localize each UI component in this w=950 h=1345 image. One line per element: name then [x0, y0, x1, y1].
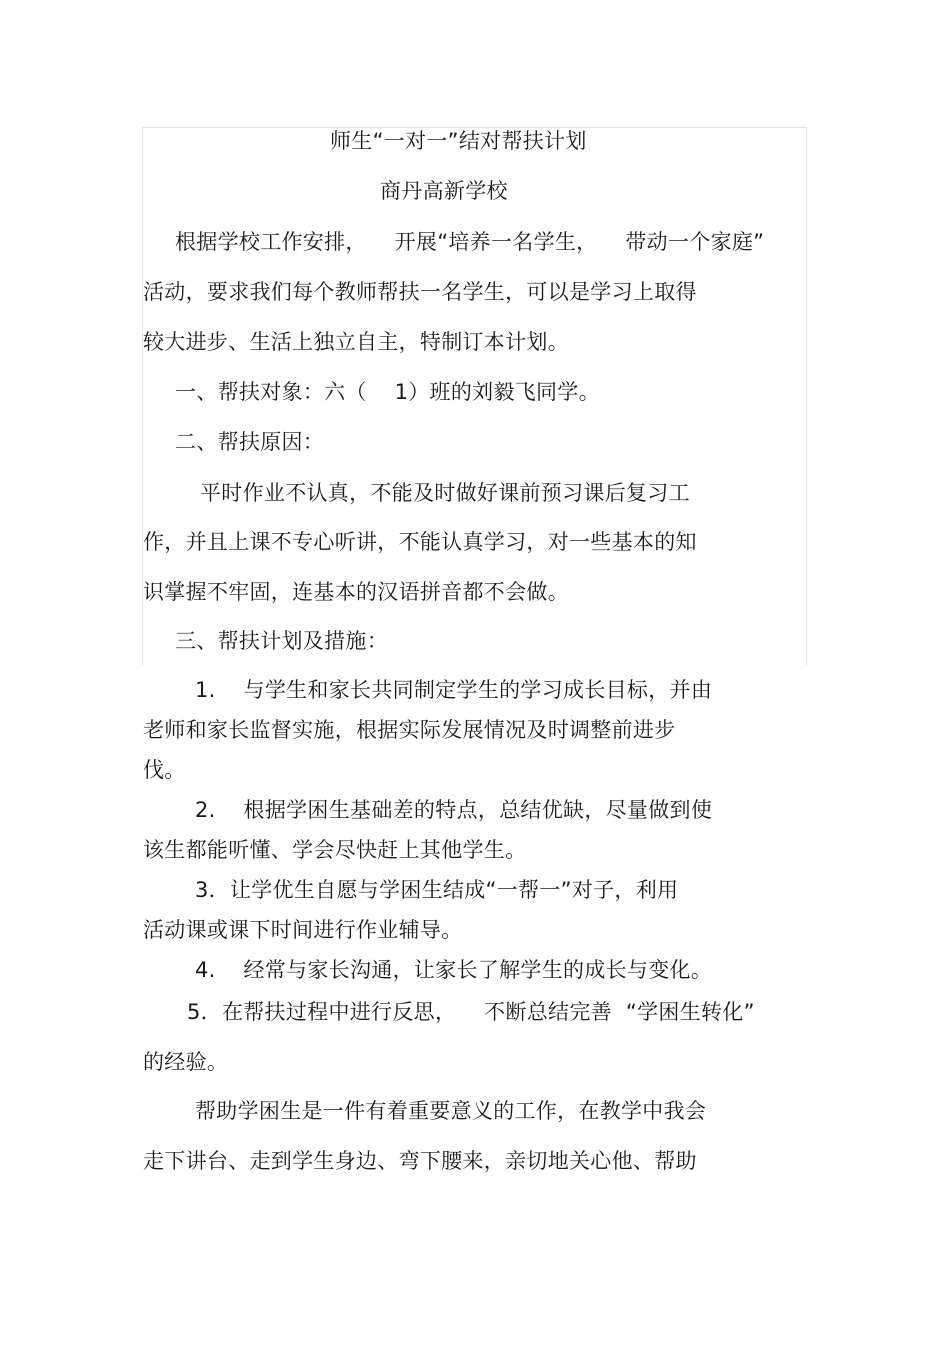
closing-line-1: 帮助学困生是一件有着重要意义的工作，在教学中我会	[195, 1099, 707, 1123]
measure-5-line-2: 的经验。	[143, 1050, 229, 1074]
measure-1-line-1: 1. 与学生和家长共同制定学生的学习成长目标，并由	[195, 678, 713, 702]
measure-1-line-2: 老师和家长监督实施，根据实际发展情况及时调整前进步	[143, 718, 676, 742]
school-name: 商丹高新学校	[380, 179, 508, 203]
intro-line-2: 活动，要求我们每个教师帮扶一名学生，可以是学习上取得	[143, 280, 697, 304]
measure-4: 4. 经常与家长沟通，让家长了解学生的成长与变化。	[195, 958, 713, 982]
measure-2-line-1: 2. 根据学困生基础差的特点，总结优缺，尽量做到使	[195, 798, 713, 822]
intro-line-3: 较大进步、生活上独立自主，特制订本计划。	[143, 330, 569, 354]
closing-line-2: 走下讲台、走到学生身边、弯下腰来，亲切地关心他、帮助	[143, 1149, 697, 1173]
section-3-heading: 三、帮扶计划及措施：	[175, 629, 388, 653]
reason-line-2: 作，并且上课不专心听讲，不能认真学习，对一些基本的知	[143, 530, 697, 554]
measure-5-line-1: 5．在帮扶过程中进行反思， 不断总结完善 “学困生转化”	[187, 1000, 755, 1024]
measure-1-line-3: 伐。	[143, 758, 186, 782]
measure-2-line-2: 该生都能听懂、学会尽快赶上其他学生。	[143, 838, 527, 862]
measure-3-line-1: 3．让学优生自愿与学困生结成“一帮一”对子，利用	[195, 878, 679, 902]
reason-line-1: 平时作业不认真，不能及时做好课前预习课后复习工	[200, 481, 690, 505]
document-title: 师生“一对一”结对帮扶计划	[330, 129, 587, 153]
section-1-target: 一、帮扶对象：六（ 1）班的刘毅飞同学。	[175, 380, 600, 404]
measure-3-line-2: 活动课或课下时间进行作业辅导。	[143, 918, 463, 942]
reason-line-3: 识掌握不牢固，连基本的汉语拼音都不会做。	[143, 580, 569, 604]
section-2-heading: 二、帮扶原因：	[175, 430, 325, 454]
intro-line-1: 根据学校工作安排， 开展“培养一名学生， 带动一个家庭”	[175, 230, 765, 254]
